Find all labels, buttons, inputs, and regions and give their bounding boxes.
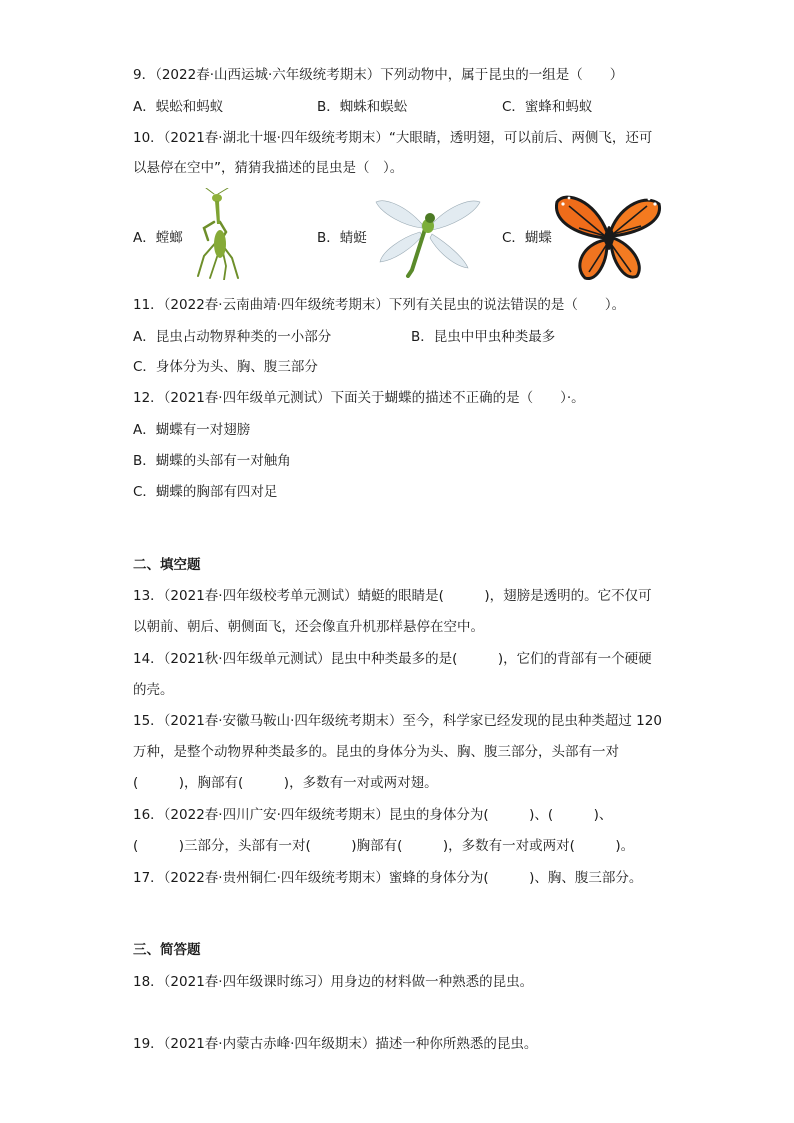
butterfly-image (555, 190, 663, 282)
question-15-line-3: ( )，胸部有( )，多数有一对或两对翅。 (133, 775, 438, 791)
question-19-line-1: 19．（2021春·内蒙古赤峰·四年级期末）描述一种你所熟悉的昆虫。 (133, 1036, 538, 1052)
dragonfly-image (374, 196, 484, 278)
question-12-option-c: C．蝴蝶的胸部有四对足 (133, 484, 278, 500)
question-12-option-b: B．蝴蝶的头部有一对触角 (133, 453, 291, 469)
question-10-option-b: B．蜻蜓 (317, 230, 367, 246)
question-18-line-1: 18．（2021春·四年级课时练习）用身边的材料做一种熟悉的昆虫。 (133, 974, 534, 990)
question-16-line-2: ( )三部分，头部有一对( )胸部有( )，多数有一对或两对( )。 (133, 838, 635, 854)
question-12-option-a: A．蝴蝶有一对翅膀 (133, 422, 251, 438)
question-9-option-b: B．蜘蛛和蜈蚣 (317, 99, 408, 115)
question-10-stem-line-1: 10．（2021春·湖北十堰·四年级统考期末）“大眼睛，透明翅，可以前后、两侧飞，还可 (133, 130, 653, 146)
mantis-image (190, 188, 250, 280)
question-9-stem: 9．（2022春·山西运城·六年级统考期末）下列动物中，属于昆虫的一组是（ ） (133, 67, 624, 83)
question-17-line-1: 17．（2022春·贵州铜仁·四年级统考期末）蜜蜂的身体分为( )、胸、腹三部分。 (133, 870, 643, 886)
question-14-line-1: 14．（2021秋·四年级单元测试）昆虫中种类最多的是( )，它们的背部有一个硬硬 (133, 651, 652, 667)
question-10-stem-line-2: 以悬停在空中”，猜猜我描述的昆虫是（ ）。 (133, 160, 404, 176)
question-10-option-c: C．蝴蝶 (502, 230, 552, 246)
question-12-stem: 12．（2021春·四年级单元测试）下面关于蝴蝶的描述不正确的是（ ）·。 (133, 390, 585, 406)
question-13-line-2: 以朝前、朝后、朝侧面飞，还会像直升机那样悬停在空中。 (133, 619, 484, 635)
question-14-line-2: 的壳。 (133, 682, 174, 698)
section-heading-short-answer: 三、简答题 (133, 942, 201, 958)
question-11-option-c: C．身体分为头、胸、腹三部分 (133, 359, 318, 375)
question-13-line-1: 13．（2021春·四年级校考单元测试）蜻蜓的眼睛是( )，翅膀是透明的。它不仅可 (133, 588, 652, 604)
question-11-option-a: A．昆虫占动物界种类的一小部分 (133, 329, 332, 345)
section-heading-fill-in: 二、填空题 (133, 557, 201, 573)
question-11-option-b: B．昆虫中甲虫种类最多 (411, 329, 556, 345)
question-9-option-a: A．蜈蚣和蚂蚁 (133, 99, 224, 115)
question-11-stem: 11．（2022春·云南曲靖·四年级统考期末）下列有关昆虫的说法错误的是（ ）。 (133, 297, 626, 313)
question-16-line-1: 16．（2022春·四川广安·四年级统考期末）昆虫的身体分为( )、( )、 (133, 807, 613, 823)
question-15-line-2: 万种，是整个动物界种类最多的。昆虫的身体分为头、胸、腹三部分，头部有一对 (133, 744, 619, 760)
question-9-option-c: C．蜜蜂和蚂蚁 (502, 99, 593, 115)
question-10-option-a: A．螳螂 (133, 230, 183, 246)
question-15-line-1: 15．（2021春·安徽马鞍山·四年级统考期末）至今，科学家已经发现的昆虫种类超过 120 (133, 713, 662, 729)
